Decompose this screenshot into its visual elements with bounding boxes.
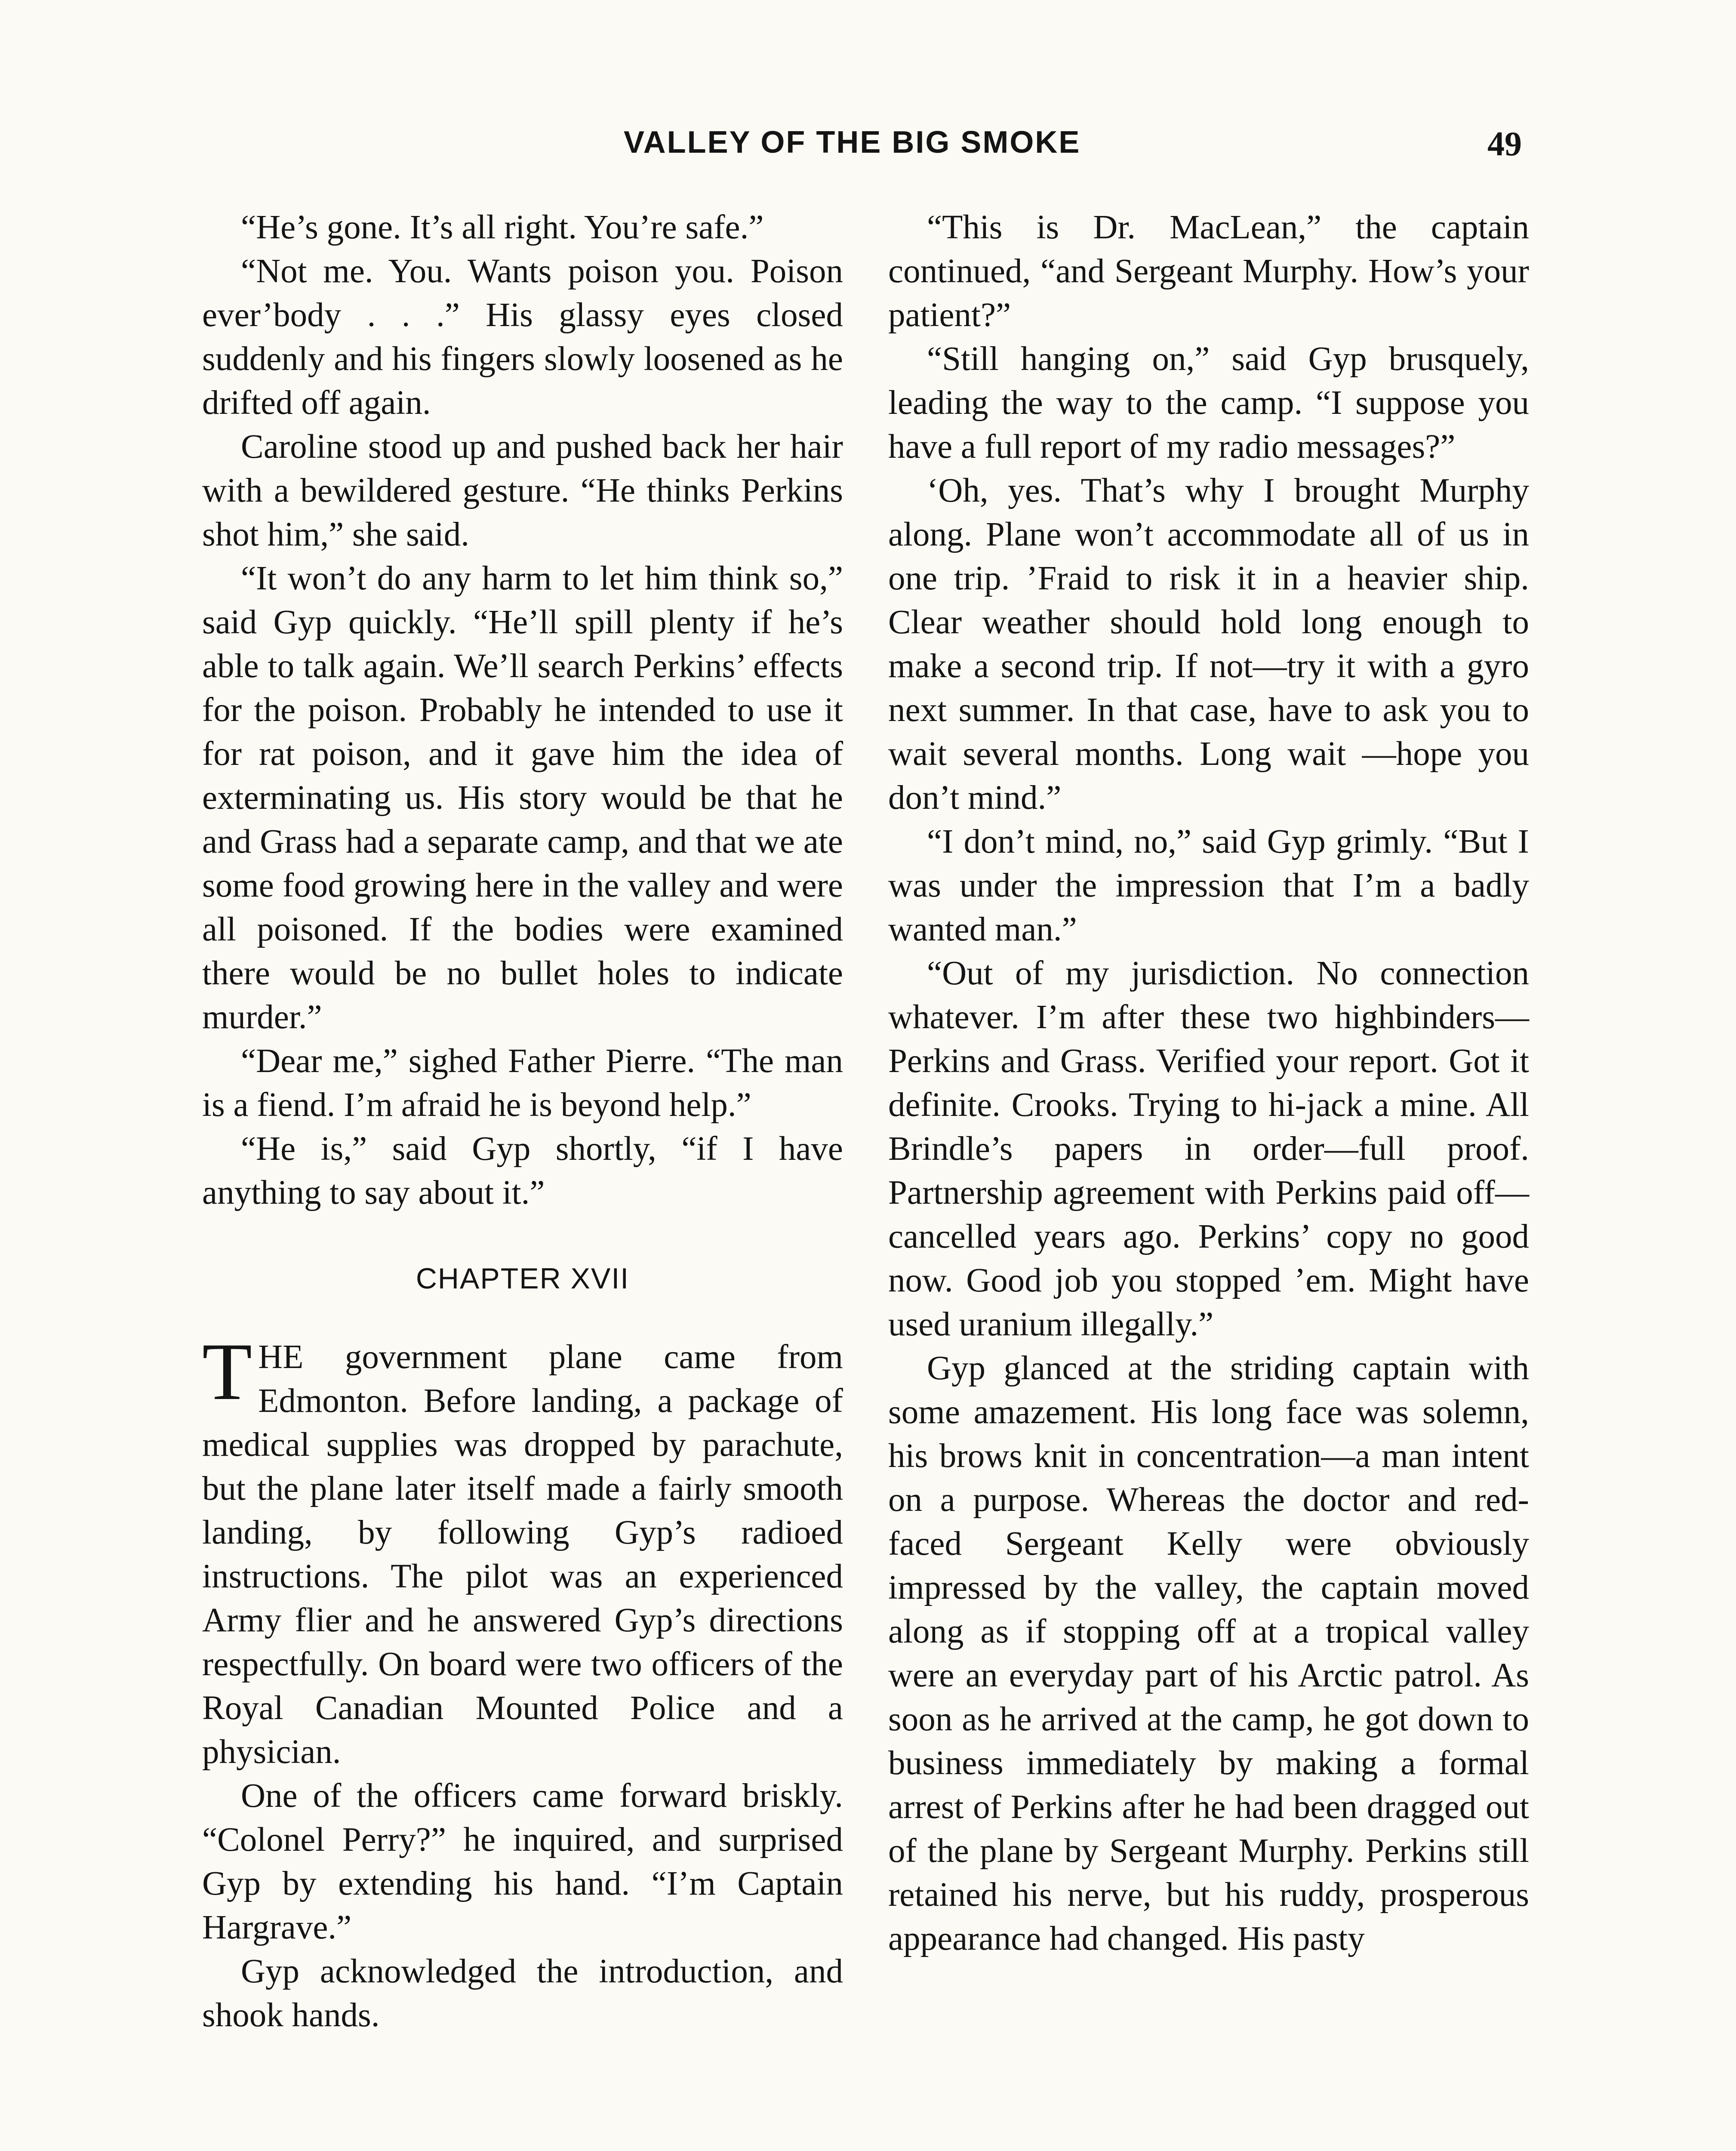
page-number: 49 (1487, 125, 1522, 163)
right-column (888, 206, 1529, 1961)
paragraph: “Dear me,” sighed Father Pierre. “The man is a fiend. I’m afraid he is beyond help.” (202, 1042, 843, 1124)
drop-cap: T (202, 1327, 252, 1417)
paragraph: “It won’t do any harm to let him think so,” said Gyp quickly. “He’ll spill plenty if he’s able to talk again. We’ll search Perkins’ effects for the poison. Probably he intended to use it for rat poison, and it gave him the idea of exterminating us. His story would be that he and Grass had a separate camp, and that we ate some food growing here in the valley and were all poisoned. If the bodies were examined there would be no bullet holes to indicate murder.” (202, 560, 843, 1036)
running-title: VALLEY OF THE BIG SMOKE (624, 125, 1081, 160)
paragraph: “This is Dr. MacLean,” the captain continued, “and Sergeant Murphy. How’s your patient?” (888, 209, 1529, 334)
paragraph: “Not me. You. Wants poison you. Poison ever’body . . .” His glassy eyes closed suddenly and his fingers slowly loosened as he drifted off again. (202, 253, 843, 422)
chapter-opening-paragraph (202, 1327, 843, 1774)
chapter-heading: CHAPTER XVII (416, 1262, 630, 1295)
paragraph: ‘Oh, yes. That’s why I brought Murphy along. Plane won’t accommodate all of us in one trip. ’Fraid to risk it in a heavier ship. Clear weather should hold long enough to make a second trip. If not—try it with a gyro next summer. In that case, have to ask you to wait several months. Long wait —hope you don’t mind.” (888, 472, 1529, 817)
paragraph: Caroline stood up and pushed back her hair with a bewildered gesture. “He thinks Perkins shot him,” she said. (202, 428, 843, 553)
paragraph: “I don’t mind, no,” said Gyp grimly. “But I was under the impression that I’m a badly wanted man.” (888, 823, 1529, 948)
paragraph: “Out of my jurisdiction. No connection whatever. I’m after these two highbinders—Perkins and Grass. Verified your report. Got it definite. Crooks. Trying to hi-jack a mine. All Brindle’s papers in order—full proof. Partnership agreement with Perkins paid off—cancelled years ago. Perkins’ copy no good now. Good job you stopped ’em. Might have used uranium illegally.” (888, 955, 1529, 1343)
left-column (202, 206, 843, 2037)
paragraph: “He’s gone. It’s all right. You’re safe.” (241, 209, 764, 246)
paragraph: One of the officers came forward briskly. “Colonel Perry?” he inquired, and surprised Gyp by extending his hand. “I’m Captain Hargrave.” (202, 1777, 843, 1946)
paragraph: “Still hanging on,” said Gyp brusquely, leading the way to the camp. “I suppose you have a full report of my radio messages?” (888, 340, 1529, 465)
chapter-opening-text: HE government plane came from Edmonton. Before landing, a package of medical supplies was dropped by parachute, but the plane later itself made a fairly smooth landing, by following Gyp’s radioed instructions. The pilot was an experienced Army flier and he answered Gyp’s directions respectfully. On board were two officers of the Royal Canadian Mounted Police and a physician. (202, 1338, 843, 1771)
paragraph: Gyp acknowledged the introduction, and shook hands. (202, 1953, 843, 2034)
paragraph: Gyp glanced at the striding captain with some amazement. His long face was solemn, his brows knit in concentration—a man intent on a purpose. Whereas the doctor and red-faced Sergeant Kelly were obviously impressed by the valley, the captain moved along as if stopping off at a tropical valley were an everyday part of his Arctic patrol. As soon as he arrived at the camp, he got down to business immediately by making a formal arrest of Perkins after he had been dragged out of the plane by Sergeant Murphy. Perkins still retained his nerve, but his ruddy, prosperous appearance had changed. His pasty (888, 1350, 1529, 1957)
paragraph: “He is,” said Gyp shortly, “if I have anything to say about it.” (202, 1130, 843, 1211)
